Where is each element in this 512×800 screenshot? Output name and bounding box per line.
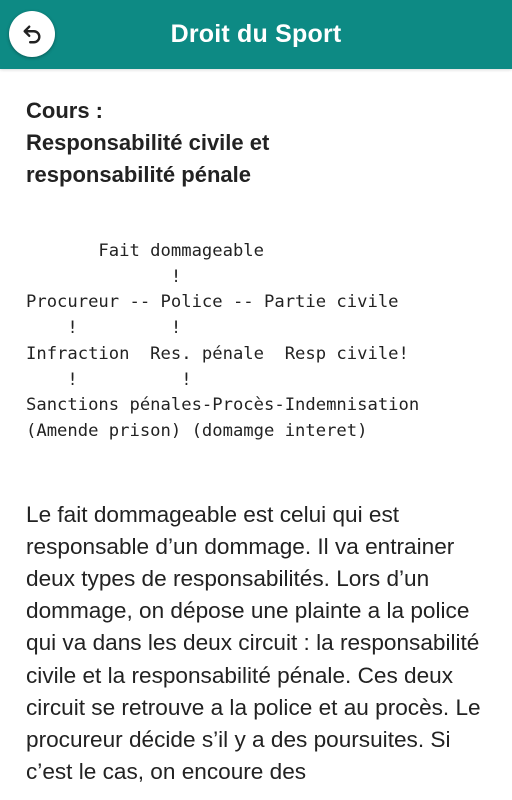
heading-line-2: Responsabilité civile et [26, 130, 270, 155]
app-title: Droit du Sport [170, 20, 342, 48]
heading-line-1: Cours : [26, 98, 103, 123]
heading-line-3: responsabilité pénale [26, 162, 251, 187]
course-heading [26, 95, 496, 191]
course-content [26, 95, 496, 788]
responsibility-diagram: Fait dommageable ! Procureur -- Police -- Partie civile ! ! Infraction Res. pénale Resp civile! ! ! Sanctions pénales-Procès-Indemnisation (Amende prison) (domamge interet) [26, 241, 420, 441]
course-body-text: Le fait dommageable est celui qui est responsable d’un dommage. Il va entrainer deux types de responsabilités. Lors d’un dommage, on dépose une plainte a la police qui va dans les deux circuit : la responsabilité civile et la responsabilité pénale. Ces deux circuit se retrouve a la police et au procès. Le procureur décide s’il y a des poursuites. Si c’est le cas, on encoure des [26, 501, 481, 785]
top-app-bar [0, 0, 512, 69]
back-arrow-icon [21, 23, 43, 45]
back-button[interactable] [9, 11, 55, 57]
